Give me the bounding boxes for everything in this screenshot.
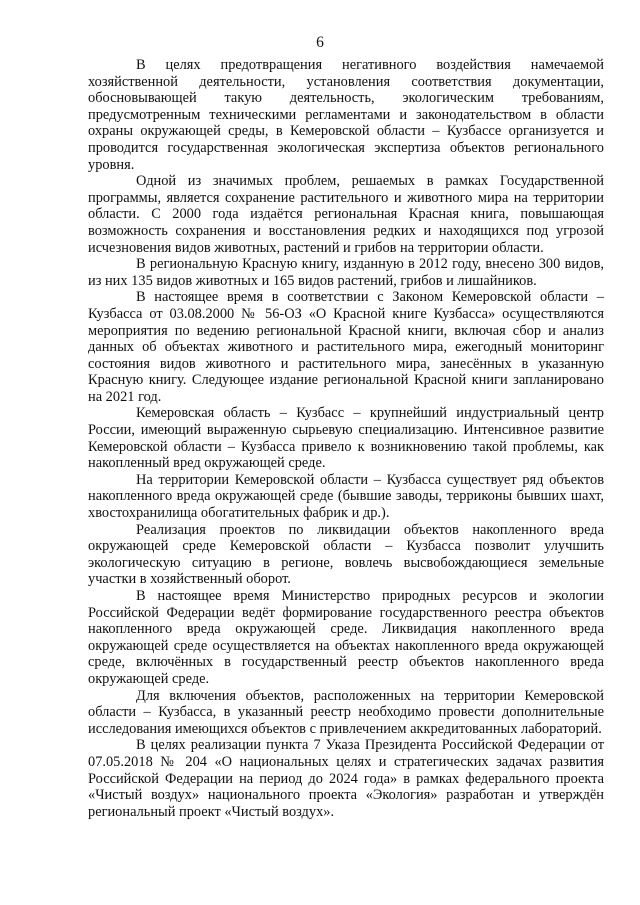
paragraph-red-book-law: В настоящее время в соответствии с Законом Кемеровской области – Кузбасса от 03.08.2000 № 56-ОЗ «О Красной книге Кузбасса» осуществляются мероприятия по ведению региональной Красной книги, включая сбор и анализ данных об объектах животного и растительного мира, ежегодный мониторинг состояния видов животного и растительного мира, занесённых в указанную Красную книгу. Следующее издание региональной Красной книги запланировано на 2021 год. — [88, 289, 604, 405]
paragraph-red-book-2012: В региональную Красную книгу, изданную в 2012 году, внесено 300 видов, из них 135 видов животных и 165 видов растений, грибов и лишайников. — [88, 256, 604, 289]
paragraph-red-book-program: Одной из значимых проблем, решаемых в рамках Государственной программы, является сохранение растительного и животного мира на территории области. С 2000 года издаётся региональная Красная книга, повышающая возможность сохранения и восстановления редких и находящихся под угрозой исчезновения видов животных, растений и грибов на территории области. — [88, 173, 604, 256]
document-body — [88, 57, 604, 820]
paragraph-industrial-center: Кемеровская область – Кузбасс – крупнейший индустриальный центр России, имеющий выраженную сырьевую специализацию. Интенсивное развитие Кемеровской области – Кузбасса привело к возникновению такой проблемы, как накопленный вред окружающей среде. — [88, 405, 604, 472]
page-number: 6 — [316, 34, 324, 51]
paragraph-state-registry: В настоящее время Министерство природных ресурсов и экологии Российской Федерации ведёт формирование государственного реестра объектов накопленного вреда окружающей среде. Ликвидация накопленного вреда окружающей среде осуществляется на объектах накопленного вреда окружающей среде, включённых в государственный реестр объектов накопленного вреда окружающей среде. — [88, 588, 604, 687]
paragraph-ecological-expertise: В целях предотвращения негативного воздействия намечаемой хозяйственной деятельности, установления соответствия документации, обосновывающей такую деятельность, экологическим требованиям, предусмотренным техническими регламентами и законодательством в области охраны окружающей среды, в Кемеровской области – Кузбассе организуется и проводится государственная экологическая экспертиза объектов регионального уровня. — [88, 57, 604, 173]
paragraph-clean-air-project: В целях реализации пункта 7 Указа Президента Российской Федерации от 07.05.2018 № 204 «О национальных целях и стратегических задачах развития Российской Федерации на период до 2024 года» в рамках федерального проекта «Чистый воздух» национального проекта «Экология» разработан и утверждён региональный проект «Чистый воздух». — [88, 737, 604, 820]
paragraph-liquidation-projects: Реализация проектов по ликвидации объектов накопленного вреда окружающей среде Кемеровской области – Кузбасса позволит улучшить экологическую ситуацию в регионе, вовлечь высвобождающиеся земельные участки в хозяйственный оборот. — [88, 521, 604, 588]
paragraph-registry-inclusion: Для включения объектов, расположенных на территории Кемеровской области – Кузбасса, в указанный реестр необходимо провести дополнительные исследования имеющихся объектов с привлечением аккредитованных лабораторий. — [88, 687, 604, 737]
paragraph-accumulated-harm-objects: На территории Кемеровской области – Кузбасса существует ряд объектов накопленного вреда окружающей среде (бывшие заводы, терриконы бывших шахт, хвостохранилища обогатительных фабрик и др.). — [88, 471, 604, 522]
